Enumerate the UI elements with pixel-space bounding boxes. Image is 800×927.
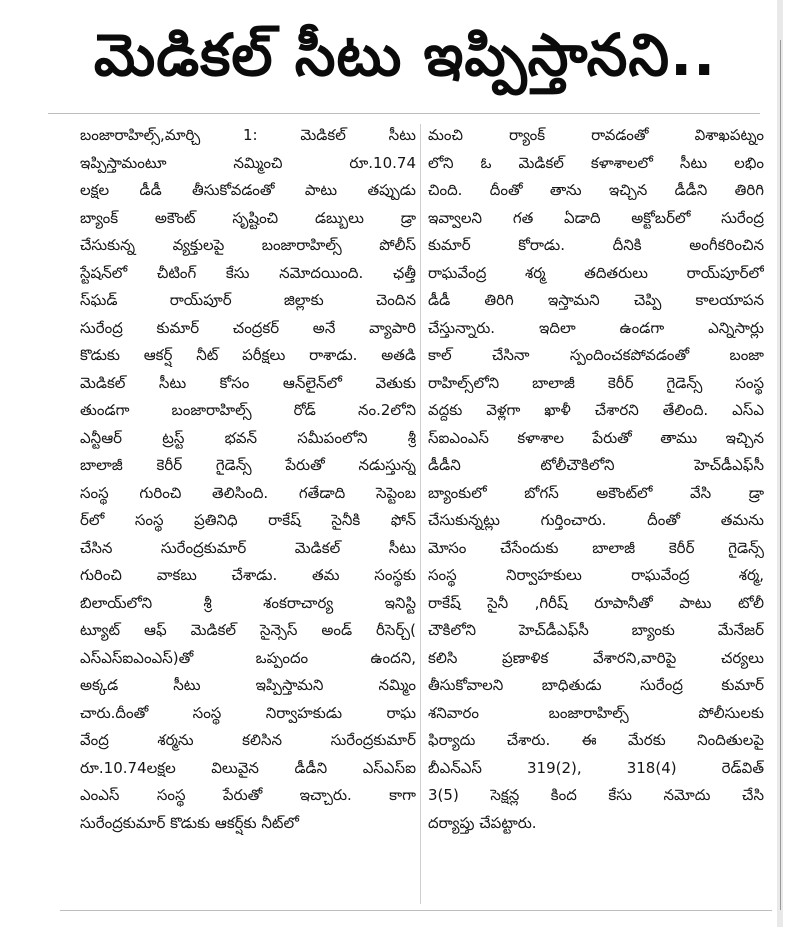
article-line: సురేంద్రకుమార్ కొడుకు ఆకర్ష్‌కు నీట్‌లో [80,813,299,832]
article-line: బ్యాంకులో బోగస్ అకౌంట్‌లో వేసి డ్రా [428,483,764,502]
article-line: చౌకిలోని హెచ్‌డీఎఫ్‌సీ బ్యాంకు మేనేజర్ [428,621,764,639]
article-line: స్‌ఘడ్ రాయ్‌పూర్ జిల్లాకు చెందిన [80,291,416,309]
article-line: తుండగా బంజారాహిల్స్ రోడ్ నం.2లోని [80,401,416,419]
article-line: రాకేష్ సైనీ ,గిరీష్ రూపానీతో పాటు టోలీ [428,593,764,612]
article-line: స్ఐఎంఎస్ కళాశాల పేరుతో తాము ఇచ్చిన [428,428,764,447]
article-line: చేసుకున్నట్లు గుర్తించారు. దీంతో తమను [428,511,764,529]
article-line: సురేంద్ర కుమార్ చంద్రకర్ అనే వ్యాపారి [80,318,416,337]
article-line: రాహిల్స్‌లోని బాలాజీ కెరీర్ గైడెన్స్ సంస్థ [428,373,764,392]
article-line: సంస్థ నిర్వాహకులు రాఘవేంద్ర శర్మ, [428,566,764,584]
article-line: సంస్థ గురించి తెలిసింది. గతేడాది సెప్టెంబ [80,483,416,502]
article-line: మెడికల్ సీటు కోసం ఆన్‌లైన్‌లో వెతుకు [80,373,416,392]
article-line: ర్‌లో సంస్థ ప్రతినిధి రాకేష్ సైనీకి ఫోన్ [80,511,416,529]
article-line: బీఎన్ఎస్ 319(2), 318(4) రెడ్‌విత్ [428,758,764,777]
article-line: ఎంఎస్ సంస్థ పేరుతో ఇచ్చారు. కాగా [80,786,416,804]
page-edge-line [780,40,781,910]
article-column-right [428,122,764,837]
article-line: గురించి వాకబు చేశాడు. తమ సంస్థకు [80,566,416,584]
article-line: చింది. దీంతో తాను ఇచ్చిన డీడీని తిరిగి [428,181,764,199]
article-line: తీసుకోవాలని బాధితుడు సురేంద్ర కుమార్ [428,676,764,694]
article-line: వేంద్ర శర్మను కలిసిన సురేంద్రకుమార్ [80,731,416,749]
article-line: బిలాయ్‌లోని శ్రీ శంకరాచార్య ఇనిస్టి [80,593,416,612]
article-line: కుమార్ కోరాడు. దీనికి అంగీకరించిన [428,236,764,254]
article-line: చేసిన సురేంద్రకుమార్ మెడికల్ సీటు [80,538,416,557]
article-line: ఎస్ఎస్ఐఎంఎస్)తో ఒప్పందం ఉందని, [80,648,416,667]
article-line: మోసం చేసేందుకు బాలాజీ కెరీర్ గైడెన్స్ [428,538,764,557]
article-line: రూ.10.74లక్షల విలువైన డీడీని ఎస్ఎస్ఐ [80,758,416,777]
column-divider [420,124,421,904]
article-line: కలిసి ప్రణాళిక వేశారని,వారిపై చర్యలు [428,648,764,667]
article-line: ఇవ్వాలని గత ఏడాది అక్టోబర్‌లో సురేంద్ర [428,208,764,227]
article-line: స్టేషన్‌లో చీటింగ్ కేసు నమోదయింది. ఛత్తీ [80,263,416,282]
article-line: అక్కడ సీటు ఇప్పిస్తామని నమ్మిం [80,676,416,694]
article-line: లోని ఓ మెడికల్ కళాశాలలో సీటు లభిం [428,153,764,172]
article-line: రాఘవేంద్ర శర్మ తదితరులు రాయ్‌పూర్‌లో [428,263,764,282]
article-line: లక్షల డీడీ తీసుకోవడంతో పాటు తప్పుడు [80,181,416,199]
article-line: బాలాజీ కెరీర్ గైడెన్స్ పేరుతో నడుస్తున్న [80,456,416,474]
article-line: వద్దకు వెళ్లగా ఖాళీ చేశారని తేలింది. ఎస్ఎ [428,401,764,419]
headline: మెడికల్ సీటు ఇప్పిస్తానని.. [93,20,717,89]
article-line: ఎన్టీఆర్ ట్రస్ట్ భవన్ సమీపంలోని శ్రీ [80,428,416,447]
article-line: బ్యాంక్ అకౌంట్ సృష్టించి డబ్బులు డ్రా [80,208,416,227]
article-line: చేస్తున్నారు. ఇదిలా ఉండగా ఎన్నిసార్లు [428,318,764,337]
article-line: కాల్ చేసినా స్పందించకపోవడంతో బంజా [428,346,764,364]
headline-divider [48,113,760,114]
article-line: ఇప్పిస్తామంటూ నమ్మించి రూ.10.74 [80,153,416,172]
article-line: చేసుకున్న వ్యక్తులపై బంజారాహిల్స్ పోలీస్ [80,236,416,254]
article-line: ట్యూట్ ఆఫ్ మెడికల్ సైన్సెస్ అండ్ రీసెర్చ్( [80,621,416,639]
article-line: డీడీ తిరిగి ఇస్తామని చెప్పి కాలయాపన [428,291,764,309]
article-line: కొడుకు ఆకర్ష్ నీట్ పరీక్షలు రాశాడు. అతడి [80,346,416,364]
article-column-left [80,122,416,837]
article-line: బంజారాహిల్స్,మార్చి 1: మెడికల్ సీటు [80,126,416,144]
article-line: దర్యాప్తు చేపట్టారు. [428,813,537,832]
article-line: మంచి ర్యాంక్ రావడంతో విశాఖపట్నం [428,126,764,144]
article-line: ఫిర్యాదు చేశారు. ఈ మేరకు నిందితులపై [428,731,764,749]
bottom-divider [60,910,772,911]
article-line: డీడీని టోలీచౌకిలోని హెచ్‌డీఎఫ్‌సీ [428,456,764,474]
article-line: శనివారం బంజారాహిల్స్ పోలీసులకు [428,703,764,722]
article-line: చారు.దీంతో సంస్థ నిర్వాహకుడు రాఘ [80,703,416,722]
article-line: 3(5) సెక్షన్ల కింద కేసు నమోదు చేసి [428,786,764,804]
